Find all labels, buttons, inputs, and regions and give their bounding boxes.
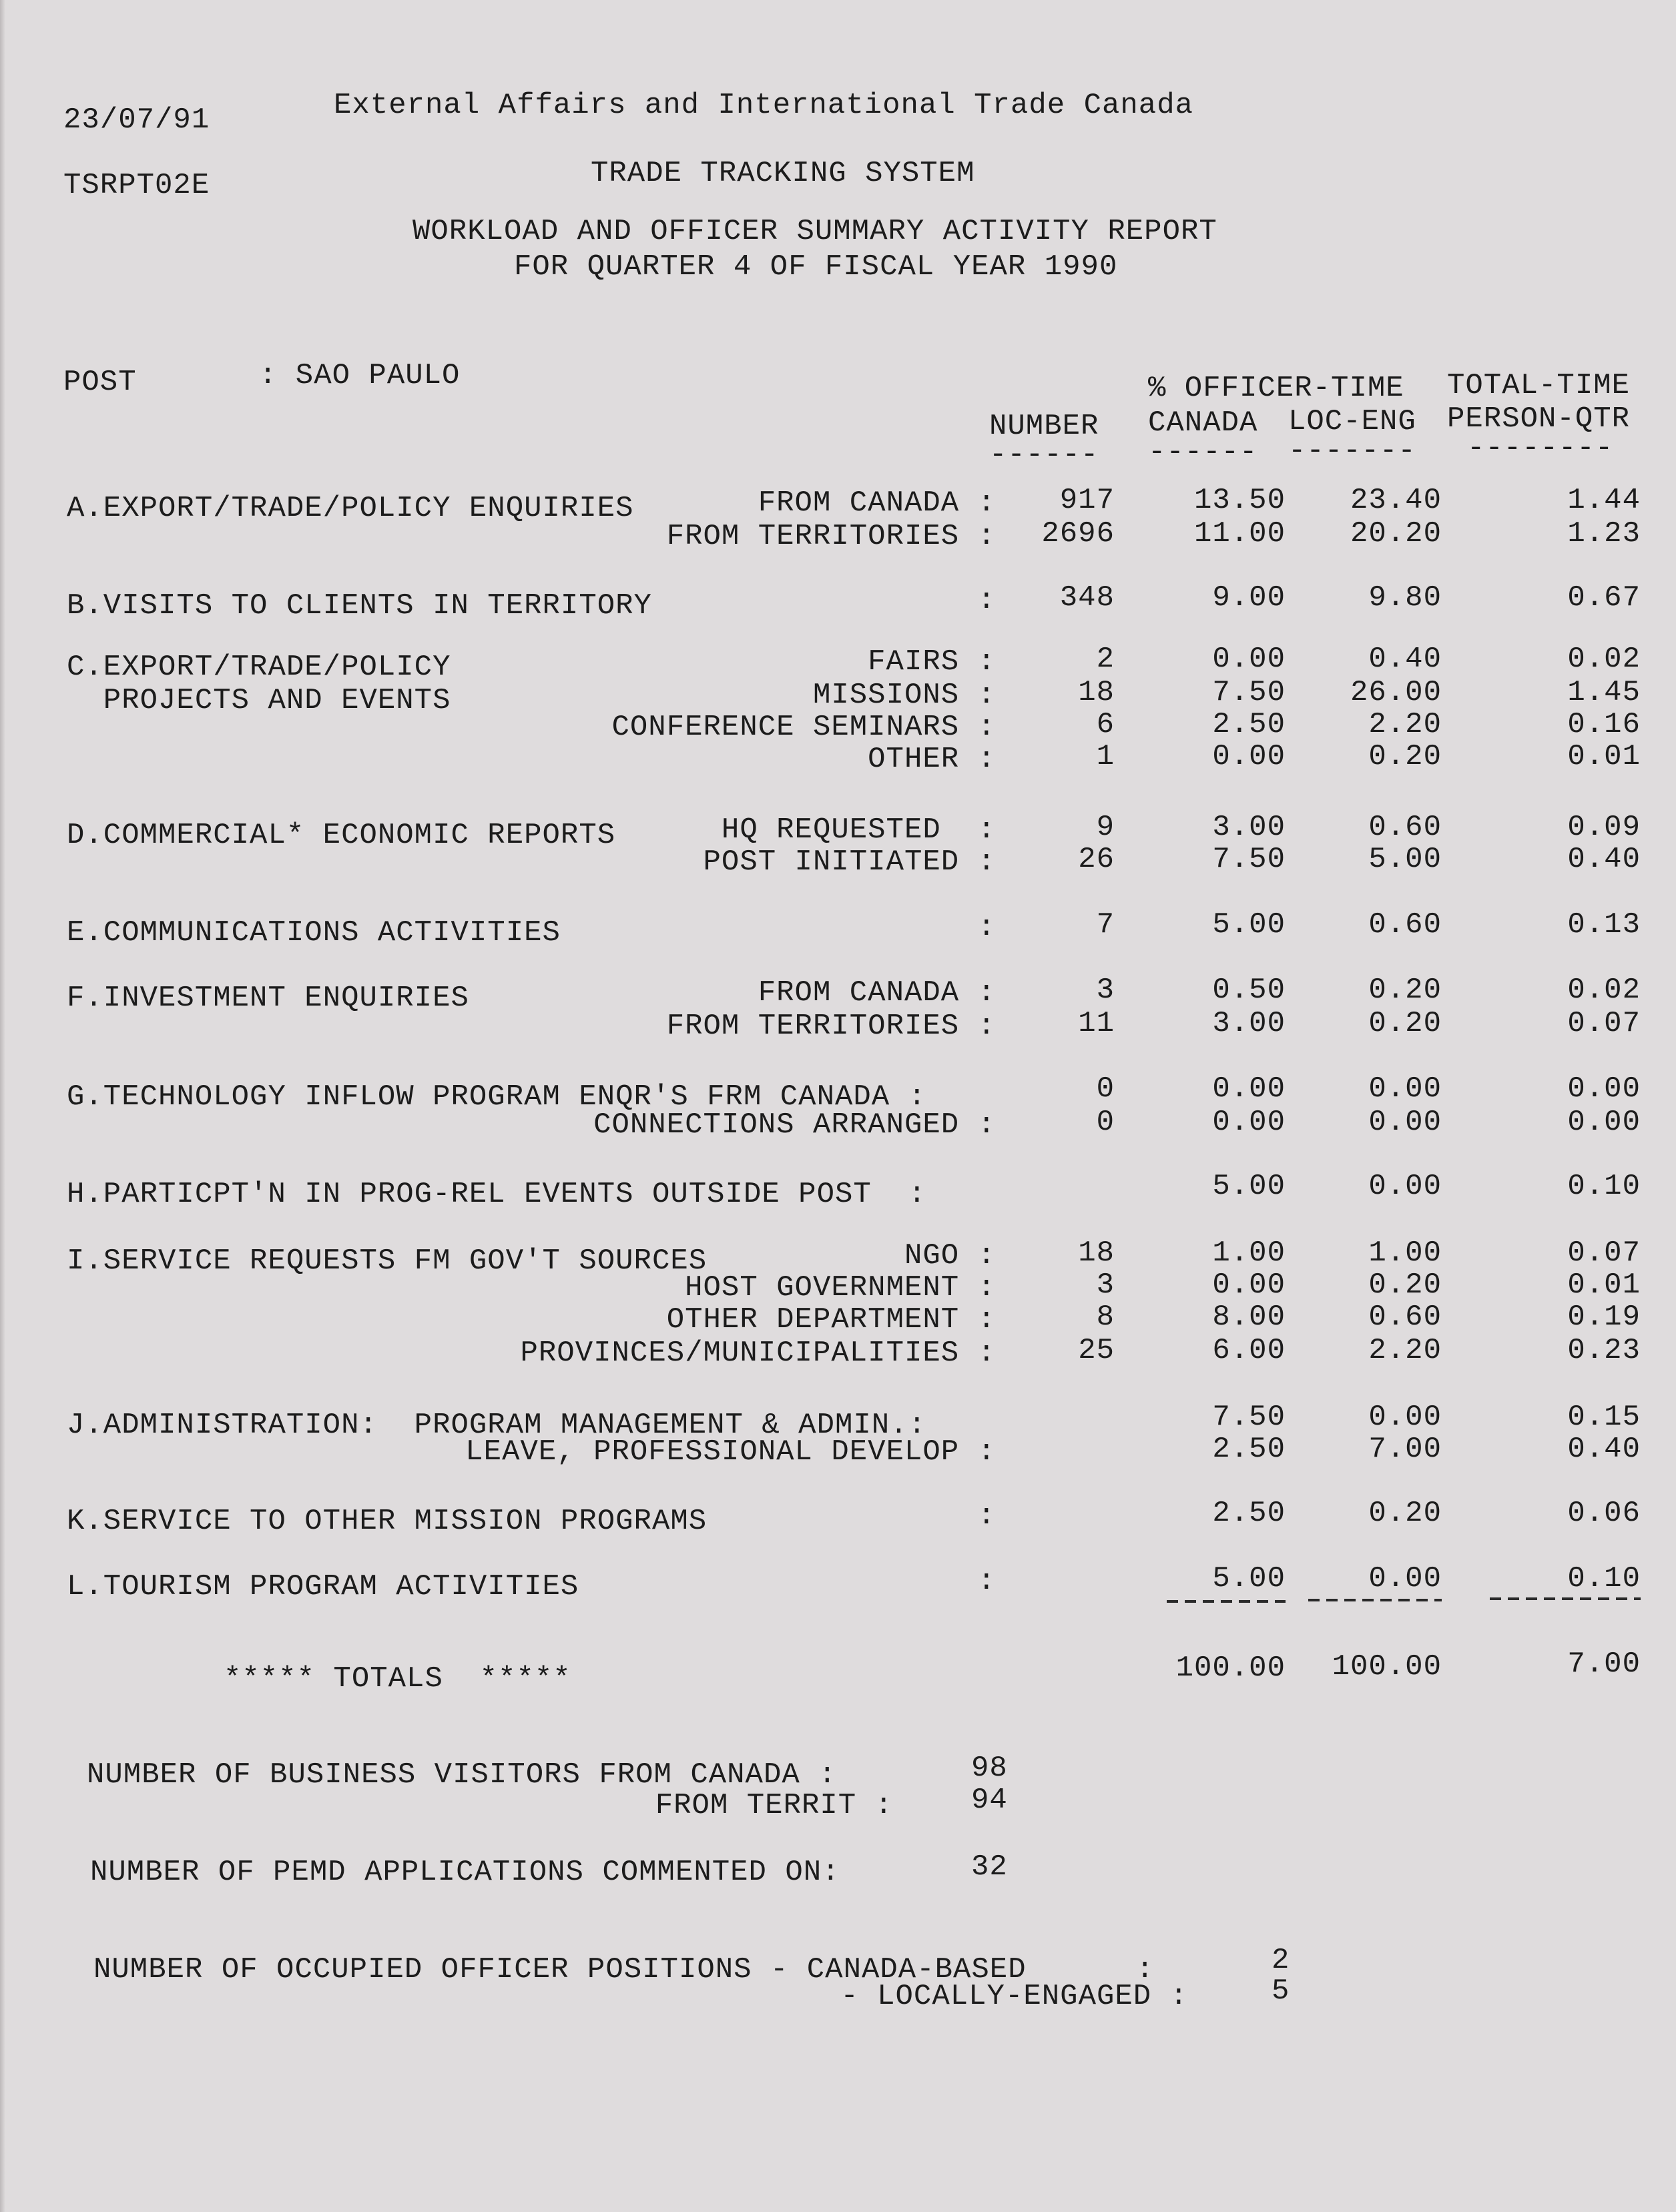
row-4-sub: FAIRS : xyxy=(868,645,996,679)
row-17-person-qtr: 0.01 xyxy=(1567,1268,1641,1302)
row-18-number: 8 xyxy=(1096,1301,1115,1334)
row-10-person-qtr: 0.13 xyxy=(1567,908,1641,942)
row-3-loc-eng: 9.80 xyxy=(1368,581,1442,615)
row-11-loc-eng: 0.20 xyxy=(1368,974,1442,1007)
row-11-label: F.INVESTMENT ENQUIRIES xyxy=(67,982,469,1015)
row-9-number: 26 xyxy=(1078,843,1115,876)
row-21-canada: 2.50 xyxy=(1212,1433,1286,1466)
row-18-loc-eng: 0.60 xyxy=(1368,1301,1442,1334)
row-16-loc-eng: 1.00 xyxy=(1368,1236,1442,1270)
row-3-label: B.VISITS TO CLIENTS IN TERRITORY xyxy=(67,589,652,623)
row-19-person-qtr: 0.23 xyxy=(1567,1334,1641,1367)
totals-canada: 100.00 xyxy=(1175,1651,1286,1685)
row-13-person-qtr: 0.00 xyxy=(1567,1072,1641,1106)
row-12-person-qtr: 0.07 xyxy=(1567,1007,1641,1040)
row-5-sub: MISSIONS : xyxy=(812,679,996,712)
row-19-number: 25 xyxy=(1078,1334,1115,1367)
row-8-sub: HQ REQUESTED : xyxy=(721,813,996,847)
row-2-canada: 11.00 xyxy=(1193,517,1286,550)
row-12-sub: FROM TERRITORIES : xyxy=(666,1010,996,1043)
row-19-canada: 6.00 xyxy=(1212,1334,1286,1367)
row-12-loc-eng: 0.20 xyxy=(1368,1007,1442,1040)
row-8-number: 9 xyxy=(1096,811,1115,844)
report-date: 23/07/91 xyxy=(63,103,210,137)
row-21-sub: LEAVE, PROFESSIONAL DEVELOP : xyxy=(465,1435,996,1469)
column-header-total-time: TOTAL-TIME xyxy=(1447,369,1631,402)
row-15-canada: 5.00 xyxy=(1212,1170,1286,1203)
system-name: TRADE TRACKING SYSTEM xyxy=(591,157,975,190)
row-13-canada: 0.00 xyxy=(1212,1072,1286,1106)
row-11-sub: FROM CANADA : xyxy=(758,976,996,1010)
row-21-loc-eng: 7.00 xyxy=(1368,1433,1442,1466)
row-20-canada: 7.50 xyxy=(1212,1401,1286,1434)
row-1-number: 917 xyxy=(1059,484,1115,517)
page-edge-shadow xyxy=(0,0,5,2212)
business-visitors-territ: 94 xyxy=(971,1784,1008,1817)
row-1-canada: 13.50 xyxy=(1193,484,1286,517)
row-1-sub: FROM CANADA : xyxy=(758,486,996,520)
row-23-sub: : xyxy=(977,1565,996,1598)
row-11-number: 3 xyxy=(1096,974,1115,1007)
row-8-canada: 3.00 xyxy=(1212,811,1286,844)
row-14-sub: CONNECTIONS ARRANGED : xyxy=(593,1108,996,1142)
occupied-positions-label: NUMBER OF OCCUPIED OFFICER POSITIONS - CANADA-BASED : xyxy=(93,1953,1155,1986)
row-19-loc-eng: 2.20 xyxy=(1368,1334,1442,1367)
row-22-label: K.SERVICE TO OTHER MISSION PROGRAMS xyxy=(67,1505,708,1538)
row-10-label: E.COMMUNICATIONS ACTIVITIES xyxy=(67,916,561,950)
row-5-loc-eng: 26.00 xyxy=(1350,676,1442,709)
pemd-applications-value: 32 xyxy=(971,1850,1008,1884)
row-3-canada: 9.00 xyxy=(1212,581,1286,615)
row-21-person-qtr: 0.40 xyxy=(1567,1433,1641,1466)
report-title-line1: WORKLOAD AND OFFICER SUMMARY ACTIVITY REPORT xyxy=(412,215,1217,248)
row-1-loc-eng: 23.40 xyxy=(1350,484,1442,517)
row-16-number: 18 xyxy=(1078,1236,1115,1270)
row-7-number: 1 xyxy=(1096,740,1115,773)
row-8-loc-eng: 0.60 xyxy=(1368,811,1442,844)
row-11-canada: 0.50 xyxy=(1212,974,1286,1007)
row-20-label: J.ADMINISTRATION: PROGRAM MANAGEMENT & ADMIN.: xyxy=(67,1409,927,1442)
row-17-sub: HOST GOVERNMENT : xyxy=(685,1271,996,1305)
totals-loc-eng: 100.00 xyxy=(1332,1650,1442,1684)
row-18-canada: 8.00 xyxy=(1212,1301,1286,1334)
row-16-person-qtr: 0.07 xyxy=(1567,1236,1641,1270)
row-2-person-qtr: 1.23 xyxy=(1567,517,1641,550)
row-9-loc-eng: 5.00 xyxy=(1368,843,1442,876)
row-23-person-qtr: 0.10 xyxy=(1567,1562,1641,1595)
totals-underline-loc-eng xyxy=(1308,1599,1442,1601)
row-5-number: 18 xyxy=(1078,676,1115,709)
row-1-label: A.EXPORT/TRADE/POLICY ENQUIRIES xyxy=(67,492,634,525)
business-visitors-territ-label: FROM TERRIT : xyxy=(655,1789,893,1822)
row-13-label: G.TECHNOLOGY INFLOW PROGRAM ENQR'S FRM CANADA : xyxy=(67,1080,927,1114)
column-underline-loc-eng: ------- xyxy=(1288,434,1416,468)
row-11-person-qtr: 0.02 xyxy=(1567,974,1641,1007)
row-6-loc-eng: 2.20 xyxy=(1368,708,1442,741)
row-6-person-qtr: 0.16 xyxy=(1567,708,1641,741)
row-7-sub: OTHER : xyxy=(868,743,996,776)
row-10-canada: 5.00 xyxy=(1212,908,1286,942)
column-header-pct-officer-time: % OFFICER-TIME xyxy=(1148,372,1404,405)
row-18-sub: OTHER DEPARTMENT : xyxy=(666,1303,996,1337)
column-header-loc-eng: LOC-ENG xyxy=(1288,405,1416,438)
row-13-loc-eng: 0.00 xyxy=(1368,1072,1442,1106)
row-5-canada: 7.50 xyxy=(1212,676,1286,709)
row-6-canada: 2.50 xyxy=(1212,708,1286,741)
row-22-sub: : xyxy=(977,1499,996,1533)
row-17-loc-eng: 0.20 xyxy=(1368,1268,1442,1302)
row-9-sub: POST INITIATED : xyxy=(703,845,996,879)
row-4-canada: 0.00 xyxy=(1212,643,1286,676)
row-2-number: 2696 xyxy=(1041,517,1115,550)
row-15-person-qtr: 0.10 xyxy=(1567,1170,1641,1203)
row-3-number: 348 xyxy=(1059,581,1115,615)
row-9-canada: 7.50 xyxy=(1212,843,1286,876)
row-20-person-qtr: 0.15 xyxy=(1567,1401,1641,1434)
positions-locally-engaged: 5 xyxy=(1272,1974,1290,2008)
row-7-person-qtr: 0.01 xyxy=(1567,740,1641,773)
row-23-label: L.TOURISM PROGRAM ACTIVITIES xyxy=(67,1570,579,1603)
row-16-sub: NGO : xyxy=(904,1239,996,1272)
row-5-label: PROJECTS AND EVENTS xyxy=(67,684,451,717)
report-code: TSRPT02E xyxy=(63,169,210,202)
organization-name: External Affairs and International Trade Canada xyxy=(334,89,1194,122)
pemd-applications-label: NUMBER OF PEMD APPLICATIONS COMMENTED ON: xyxy=(90,1856,840,1889)
totals-person-qtr: 7.00 xyxy=(1567,1647,1641,1681)
row-10-sub: : xyxy=(977,911,996,944)
row-8-label: D.COMMERCIAL* ECONOMIC REPORTS xyxy=(67,819,616,852)
row-23-loc-eng: 0.00 xyxy=(1368,1562,1442,1595)
row-17-number: 3 xyxy=(1096,1268,1115,1302)
positions-locally-engaged-label: - LOCALLY-ENGAGED : xyxy=(840,1980,1188,2013)
row-4-number: 2 xyxy=(1096,643,1115,676)
row-10-number: 7 xyxy=(1096,908,1115,942)
row-7-loc-eng: 0.20 xyxy=(1368,740,1442,773)
totals-label: ***** TOTALS ***** xyxy=(224,1662,571,1696)
row-20-loc-eng: 0.00 xyxy=(1368,1401,1442,1434)
row-22-loc-eng: 0.20 xyxy=(1368,1497,1442,1530)
row-14-person-qtr: 0.00 xyxy=(1567,1106,1641,1139)
row-2-sub: FROM TERRITORIES : xyxy=(666,520,996,553)
report-title-line2: FOR QUARTER 4 OF FISCAL YEAR 1990 xyxy=(514,250,1118,284)
row-19-sub: PROVINCES/MUNICIPALITIES : xyxy=(520,1337,996,1370)
row-14-number: 0 xyxy=(1096,1106,1115,1139)
row-13-number: 0 xyxy=(1096,1072,1115,1106)
row-16-canada: 1.00 xyxy=(1212,1236,1286,1270)
column-header-person-qtr: PERSON-QTR xyxy=(1447,402,1631,436)
row-15-loc-eng: 0.00 xyxy=(1368,1170,1442,1203)
column-header-canada: CANADA xyxy=(1148,406,1258,440)
row-16-label: I.SERVICE REQUESTS FM GOV'T SOURCES xyxy=(67,1244,708,1278)
totals-underline-person-qtr xyxy=(1490,1597,1641,1600)
row-1-person-qtr: 1.44 xyxy=(1567,484,1641,517)
row-6-sub: CONFERENCE SEMINARS : xyxy=(611,711,996,744)
column-header-number: NUMBER xyxy=(989,410,1099,443)
totals-underline-canada xyxy=(1167,1600,1286,1603)
business-visitors-canada: 98 xyxy=(971,1752,1008,1785)
row-22-person-qtr: 0.06 xyxy=(1567,1497,1641,1530)
row-4-person-qtr: 0.02 xyxy=(1567,643,1641,676)
column-underline-person-qtr: -------- xyxy=(1467,432,1614,465)
row-9-person-qtr: 0.40 xyxy=(1567,843,1641,876)
row-22-canada: 2.50 xyxy=(1212,1497,1286,1530)
row-3-sub: : xyxy=(977,584,996,617)
positions-canada-based: 2 xyxy=(1272,1944,1290,1977)
row-8-person-qtr: 0.09 xyxy=(1567,811,1641,844)
row-18-person-qtr: 0.19 xyxy=(1567,1301,1641,1334)
column-underline-number: ------ xyxy=(989,438,1099,472)
row-12-number: 11 xyxy=(1078,1007,1115,1040)
row-5-person-qtr: 1.45 xyxy=(1567,676,1641,709)
row-2-loc-eng: 20.20 xyxy=(1350,517,1442,550)
row-12-canada: 3.00 xyxy=(1212,1007,1286,1040)
row-14-canada: 0.00 xyxy=(1212,1106,1286,1139)
row-4-label: C.EXPORT/TRADE/POLICY xyxy=(67,651,451,684)
row-4-loc-eng: 0.40 xyxy=(1368,643,1442,676)
row-17-canada: 0.00 xyxy=(1212,1268,1286,1302)
column-underline-canada: ------ xyxy=(1148,436,1258,469)
row-15-label: H.PARTICPT'N IN PROG-REL EVENTS OUTSIDE POST : xyxy=(67,1178,927,1211)
row-7-canada: 0.00 xyxy=(1212,740,1286,773)
row-3-person-qtr: 0.67 xyxy=(1567,581,1641,615)
row-10-loc-eng: 0.60 xyxy=(1368,908,1442,942)
post-label: POST xyxy=(63,366,137,399)
row-6-number: 6 xyxy=(1096,708,1115,741)
post-value: : SAO PAULO xyxy=(259,359,461,392)
row-23-canada: 5.00 xyxy=(1212,1562,1286,1595)
row-14-loc-eng: 0.00 xyxy=(1368,1106,1442,1139)
business-visitors-label: NUMBER OF BUSINESS VISITORS FROM CANADA : xyxy=(87,1758,837,1792)
